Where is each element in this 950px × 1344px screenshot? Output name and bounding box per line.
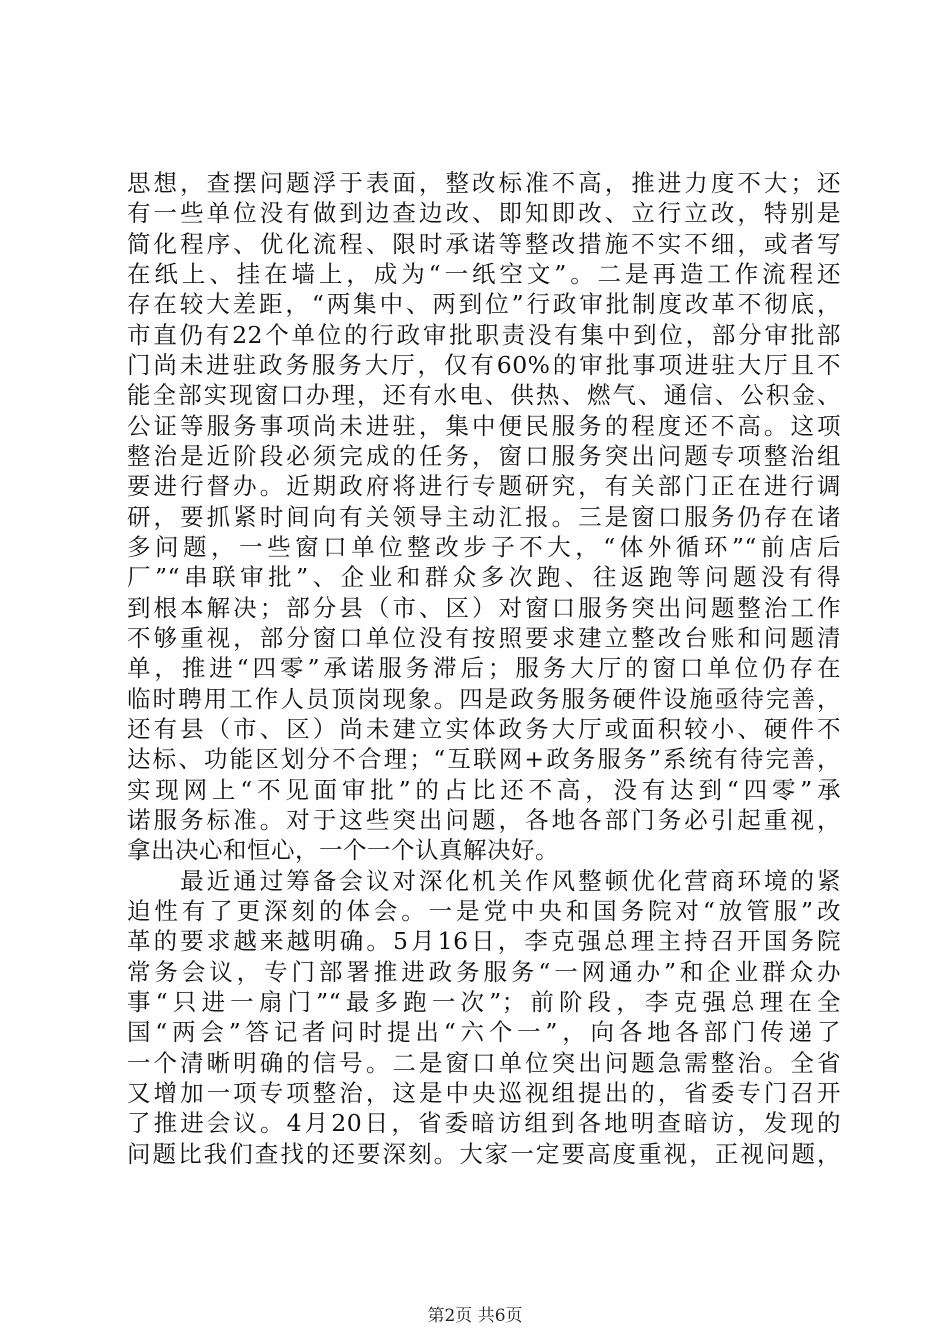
text-line: 存在较大差距，“两集中、两到位”行政审批制度改革不彻底，: [127, 290, 841, 319]
text-line: 常务会议，专门部署推进政务服务“一网通办”和企业群众办: [127, 957, 841, 986]
text-line: 问题比我们查找的还要深刻。大家一定要高度重视，正视问题，: [127, 1139, 841, 1168]
text-line: 在纸上、挂在墙上，成为“一纸空文”。二是再造工作流程还: [127, 259, 841, 288]
document-body: [127, 168, 841, 1169]
text-line: 还有县（市、区）尚未建立实体政务大厅或面积较小、硬件不: [127, 714, 841, 743]
text-line: 了推进会议。4月20日，省委暗访组到各地明查暗访，发现的: [127, 1109, 841, 1138]
text-line: 又增加一项专项整治，这是中央巡视组提出的，省委专门召开: [127, 1078, 841, 1107]
text-line: 能全部实现窗口办理，还有水电、供热、燃气、通信、公积金、: [127, 381, 841, 410]
text-line: 要进行督办。近期政府将进行专题研究，有关部门正在进行调: [127, 472, 841, 501]
text-line: 国“两会”答记者问时提出“六个一”，向各地各部门传递了: [127, 1018, 841, 1047]
page-number-footer: 第2页 共6页: [427, 1306, 523, 1326]
text-line: 一个清晰明确的信号。二是窗口单位突出问题急需整治。全省: [127, 1048, 841, 1077]
text-line: 实现网上“不见面审批”的占比还不高，没有达到“四零”承: [127, 775, 841, 804]
text-line: 整治是近阶段必须完成的任务，窗口服务突出问题专项整治组: [127, 441, 841, 470]
text-line: 厂”“串联审批”、企业和群众多次跑、往返跑等问题没有得: [127, 563, 841, 592]
text-line: 诺服务标准。对于这些突出问题，各地各部门务必引起重视，: [127, 805, 841, 834]
text-line: 不够重视，部分窗口单位没有按照要求建立整改台账和问题清: [127, 623, 841, 652]
text-line: 有一些单位没有做到边查边改、即知即改、立行立改，特别是: [127, 199, 841, 228]
paragraph-end-line: 拿出决心和恒心，一个一个认真解决好。: [127, 836, 559, 865]
text-line: 革的要求越来越明确。5月16日，李克强总理主持召开国务院: [127, 927, 841, 956]
text-line: 达标、功能区划分不合理；“互联网+政务服务”系统有待完善，: [127, 745, 841, 774]
text-line: 门尚未进驻政务服务大厅，仅有60%的审批事项进驻大厅且不: [127, 350, 841, 379]
text-line: 思想，查摆问题浮于表面，整改标准不高，推进力度不大；还: [127, 169, 841, 197]
text-line: 临时聘用工作人员顶岗现象。四是政务服务硬件设施亟待完善，: [127, 684, 841, 713]
text-line: 事“只进一扇门”“最多跑一次”；前阶段，李克强总理在全: [127, 987, 841, 1016]
text-line: 市直仍有22个单位的行政审批职责没有集中到位，部分审批部: [127, 320, 841, 349]
text-line: 研，要抓紧时间向有关领导主动汇报。三是窗口服务仍存在诸: [127, 502, 841, 531]
text-line: 简化程序、优化流程、限时承诺等整改措施不实不细，或者写: [127, 229, 841, 258]
text-line: 多问题，一些窗口单位整改步子不大，“体外循环”“前店后: [127, 532, 841, 561]
text-line: 迫性有了更深刻的体会。一是党中央和国务院对“放管服”改: [127, 896, 841, 925]
text-line: 公证等服务事项尚未进驻，集中便民服务的程度还不高。这项: [127, 411, 841, 440]
text-line: 到根本解决；部分县（市、区）对窗口服务突出问题整治工作: [127, 593, 841, 622]
text-line: 最近通过筹备会议对深化机关作风整顿优化营商环境的紧: [127, 866, 841, 895]
text-line: 单，推进“四零”承诺服务滞后；服务大厅的窗口单位仍存在: [127, 654, 841, 683]
